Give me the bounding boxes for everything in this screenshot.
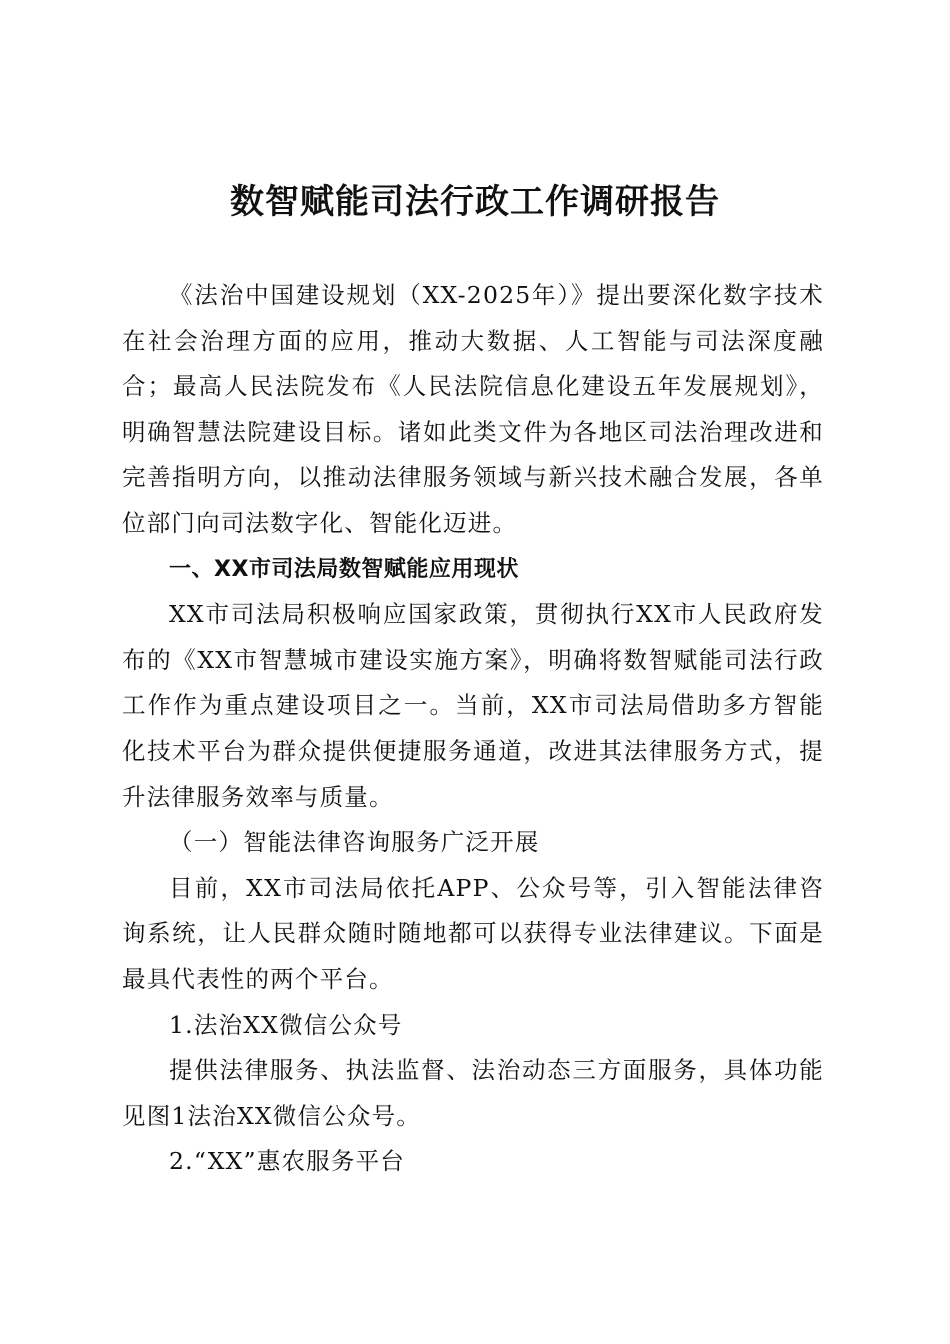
document-title: 数智赋能司法行政工作调研报告 [230, 182, 720, 222]
item-heading-1: 1.法治XX微信公众号 [169, 1010, 403, 1039]
subsection-heading-1: （一）智能法律咨询服务广泛开展 [169, 828, 540, 857]
intro-paragraph: 《法治中国建设规划（XX-2025年）》提出要深化数字技术在社会治理方面的应用，推动大数据、人工智能与司法深度融合；最高人民法院发布《人民法院信息化建设五年发展规划》，明确智慧法院建设目标。诸如此类文件为各地区司法治理改进和完善指明方向，以推动法律服务领域与新兴技术融合发展，各单位部门向司法数字化、智能化迈进。 [122, 281, 824, 537]
section-heading-1: 一、XX市司法局数智赋能应用现状 [169, 556, 519, 582]
item-heading-2: 2.“XX”惠农服务平台 [169, 1147, 405, 1176]
item-1-paragraph: 提供法律服务、执法监督、法治动态三方面服务，具体功能见图1法治XX微信公众号。 [122, 1056, 824, 1130]
section-1-paragraph: XX市司法局积极响应国家政策，贯彻执行XX市人民政府发布的《XX市智慧城市建设实施方案》，明确将数智赋能司法行政工作作为重点建设项目之一。当前，XX市司法局借助多方智能化技术平台为群众提供便捷服务通道，改进其法律服务方式，提升法律服务效率与质量。 [122, 600, 824, 811]
document-body [122, 273, 824, 1185]
subsection-1-paragraph: 目前，XX市司法局依托APP、公众号等，引入智能法律咨询系统，让人民群众随时随地都可以获得专业法律建议。下面是最具代表性的两个平台。 [122, 873, 824, 993]
